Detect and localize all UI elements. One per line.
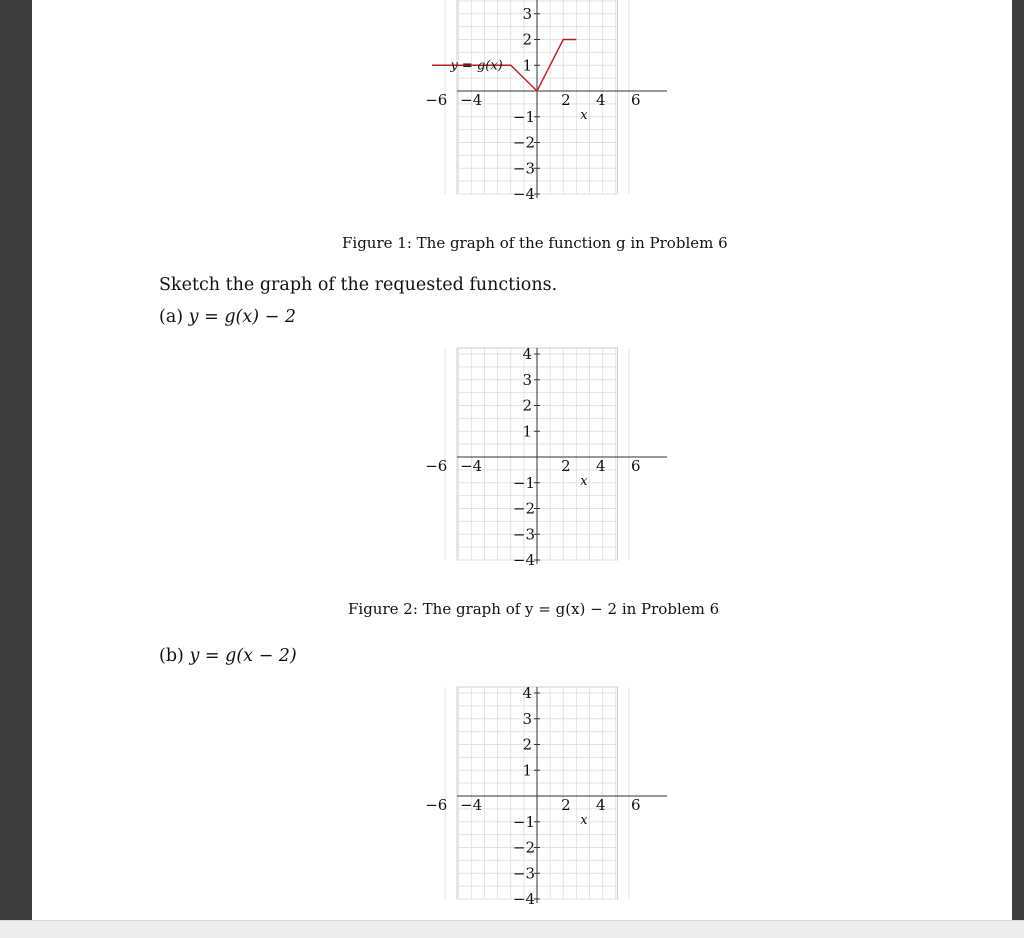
graph-a <box>425 345 662 569</box>
graph-a-x-tick-label: −6 <box>425 457 448 475</box>
graph-b-x-tick-label: −4 <box>460 796 483 814</box>
graph-b-y-tick-label: 4 <box>522 684 532 702</box>
graph-b-svg <box>425 684 662 908</box>
graph-g-svg <box>425 0 662 203</box>
graph-g-y-tick-label: −2 <box>512 133 535 152</box>
graph-b <box>425 684 662 908</box>
part-b <box>159 646 297 666</box>
graph-b-x-tick-label: 2 <box>561 796 571 814</box>
graph-a-y-tick-label: 3 <box>522 370 532 389</box>
graph-g-x-tick-label: 6 <box>630 91 641 109</box>
graph-a-y-tick-label: −4 <box>512 551 535 569</box>
viewer-right-scrollbar[interactable] <box>1012 0 1024 920</box>
graph-g-x-tick-label: −4 <box>460 91 483 109</box>
graph-g-x-tick-label: −6 <box>425 91 448 109</box>
graph-b-x-axis-label: x <box>580 813 588 828</box>
part-b-expr: y = g(x − 2) <box>189 646 297 666</box>
graph-g-function-label: y = g(x) <box>450 58 503 74</box>
document-page <box>32 0 1012 920</box>
graph-a-x-tick-label: −4 <box>460 457 483 475</box>
graph-a-x-axis-label: x <box>580 474 588 489</box>
graph-b-y-tick-label: 2 <box>522 735 532 754</box>
graph-a-y-tick-label: −2 <box>512 499 535 518</box>
graph-g-y-tick-label: 1 <box>522 56 532 75</box>
graph-a-y-tick-label: 2 <box>522 396 532 415</box>
graph-b-y-tick-label: 1 <box>522 761 532 780</box>
part-a <box>159 307 296 327</box>
graph-b-y-tick-label: 3 <box>522 709 532 728</box>
graph-a-x-tick-label: 2 <box>561 457 571 475</box>
problem-intro: Sketch the graph of the requested functions. <box>159 275 558 295</box>
graph-g <box>425 0 662 203</box>
viewer-bottom-bar <box>0 920 1024 938</box>
graph-a-svg <box>425 345 662 569</box>
figure-2-caption: Figure 2: The graph of y = g(x) − 2 in Problem 6 <box>348 600 720 618</box>
graph-b-y-tick-label: −3 <box>512 864 535 883</box>
figure-1-caption: Figure 1: The graph of the function g in Problem 6 <box>342 234 728 252</box>
part-a-expr: y = g(x) − 2 <box>188 307 296 327</box>
graph-b-x-tick-label: −6 <box>425 796 448 814</box>
graph-g-x-axis-label: x <box>580 108 588 123</box>
part-b-label: (b) <box>159 646 184 666</box>
graph-b-x-tick-label: 4 <box>596 796 606 814</box>
graph-a-y-tick-label: −3 <box>512 525 535 544</box>
graph-a-x-tick-label: 4 <box>596 457 606 475</box>
graph-g-x-tick-label: 4 <box>596 91 606 109</box>
graph-g-y-tick-label: −4 <box>512 185 535 203</box>
graph-g-y-tick-label: 2 <box>522 30 532 49</box>
graph-b-y-tick-label: −4 <box>512 890 535 908</box>
graph-b-y-tick-label: −1 <box>512 812 535 831</box>
graph-g-y-tick-label: −3 <box>512 159 535 178</box>
graph-a-x-tick-label: 6 <box>630 457 641 475</box>
viewer-left-margin <box>0 0 32 920</box>
graph-a-y-tick-label: 4 <box>522 345 532 363</box>
graph-a-y-tick-label: −1 <box>512 473 535 492</box>
part-a-label: (a) <box>159 307 184 327</box>
graph-g-y-tick-label: 3 <box>522 4 532 23</box>
graph-g-y-tick-label: −1 <box>512 107 535 126</box>
graph-g-x-tick-label: 2 <box>561 91 571 109</box>
graph-a-y-tick-label: 1 <box>522 422 532 441</box>
graph-b-y-tick-label: −2 <box>512 838 535 857</box>
graph-b-x-tick-label: 6 <box>630 796 641 814</box>
